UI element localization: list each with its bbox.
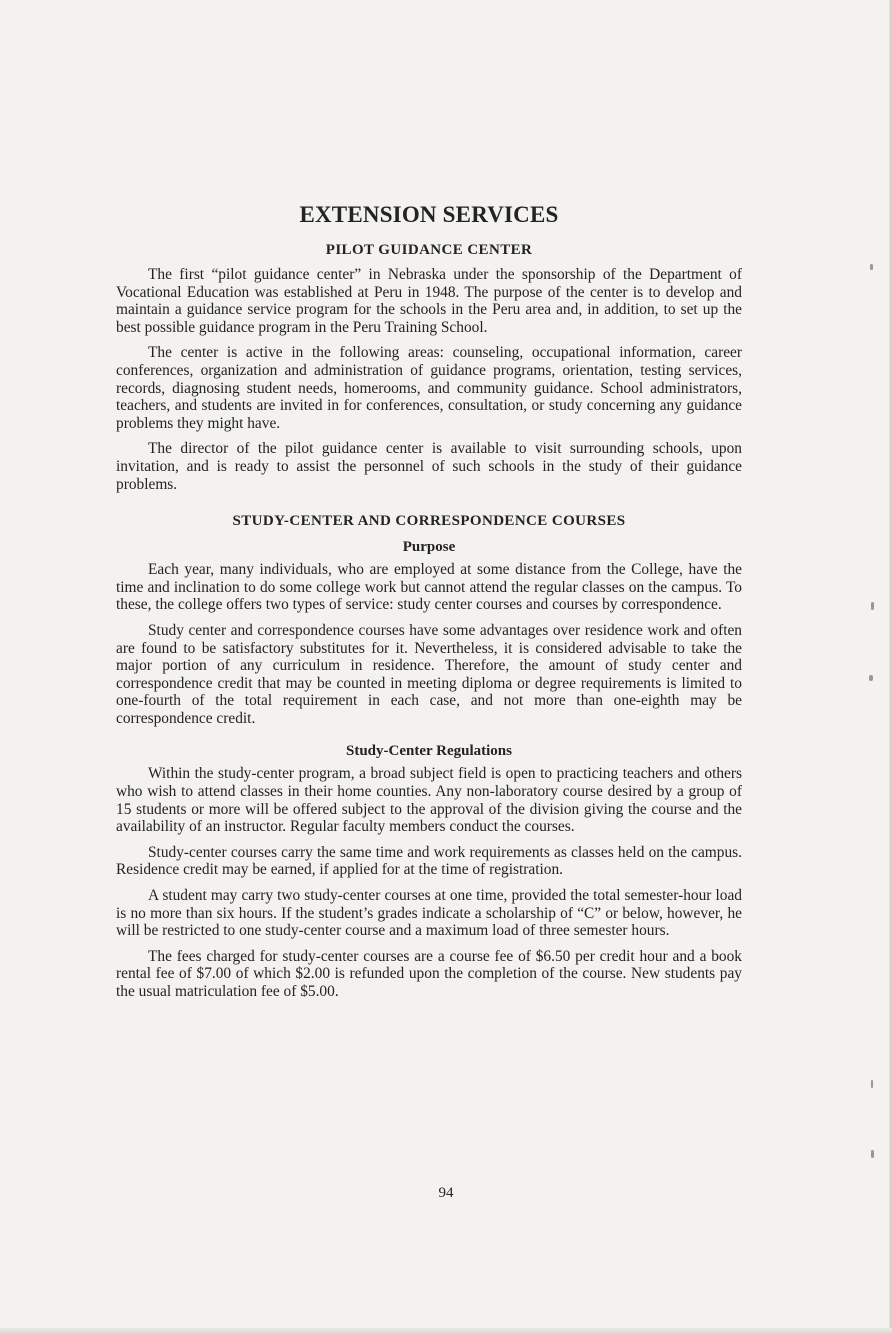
page-title: EXTENSION SERVICES xyxy=(299,202,559,227)
paragraph: A student may carry two study-center courses at one time, provided the total semester-hour load is no more than six hours. If the student’s grades indicate a scholarship of “C” or below, however, he will be restricted to one study-center course and a maximum load of three semester hours. xyxy=(116,887,742,940)
scan-speck xyxy=(871,602,874,610)
paragraph: The director of the pilot guidance center is available to visit surrounding schools, upon invitation, and is ready to assist the personnel of such schools in the study of their guidance problems. xyxy=(116,440,742,493)
section-heading-pilot-guidance: PILOT GUIDANCE CENTER xyxy=(325,242,533,258)
paragraph: Each year, many individuals, who are employed at some distance from the College, have the time and inclination to do some college work but cannot attend the regular classes on the campus. To these, the college offers two types of service: study center courses and courses by correspondence. xyxy=(116,561,742,614)
scan-speck xyxy=(871,1080,873,1088)
paragraph: The center is active in the following areas: counseling, occupational information, career conferences, organization and administration of guidance programs, orientation, testing services, records, diagnosing student needs, homerooms, and community guidance. School administrators, teachers, and students are invited in for conferences, consultation, or study concerning any guidance problems they might have. xyxy=(116,344,742,432)
paragraph: Study-center courses carry the same time and work requirements as classes held on the campus. Residence credit may be earned, if applied for at the time of registration. xyxy=(116,843,742,879)
subheading-purpose: Purpose xyxy=(402,539,456,556)
section-heading-study-center: STUDY-CENTER AND CORRESPONDENCE COURSES xyxy=(232,513,626,530)
paragraph: The fees charged for study-center courses are a course fee of $6.50 per credit hour and a book rental fee of $7.00 of which $2.00 is refunded upon the completion of the course. New students pay the usual matriculation fee of $5.00. xyxy=(116,947,742,1000)
scan-speck xyxy=(870,264,873,270)
scan-speck xyxy=(871,1150,874,1158)
paragraph: The first “pilot guidance center” in Nebraska under the sponsorship of the Department of Vocational Education was established at Peru in 1948. The purpose of the center is to develop and maintain a guidance service program for the schools in the Peru area and, in addition, to set up the best possible guidance program in the Peru Training School. xyxy=(116,266,742,336)
subheading-regulations: Study-Center Regulations xyxy=(346,743,512,760)
paragraph: Study center and correspondence courses have some advantages over residence work and often are found to be satisfactory substitutes for it. Nevertheless, it is considered advisable to take the major portion of any curriculum in residence. Therefore, the amount of study center and correspondence credit that may be counted in meeting diploma or degree requirements is limited to one-fourth of the total requirement in each case, and not more than one-eighth may be correspondence credit. xyxy=(116,621,742,727)
scan-speck xyxy=(869,675,873,681)
page-number: 94 xyxy=(438,1185,454,1201)
scan-edge-bottom xyxy=(0,1328,892,1334)
paragraph: Within the study-center program, a broad subject field is open to practicing teachers and others who wish to attend classes in their home counties. Any non-laboratory course desired by a group of 15 students or more will be offered subject to the approval of the division giving the course and the availability of an instructor. Regular faculty members conduct the courses. xyxy=(116,765,742,836)
page-text xyxy=(116,200,742,1009)
